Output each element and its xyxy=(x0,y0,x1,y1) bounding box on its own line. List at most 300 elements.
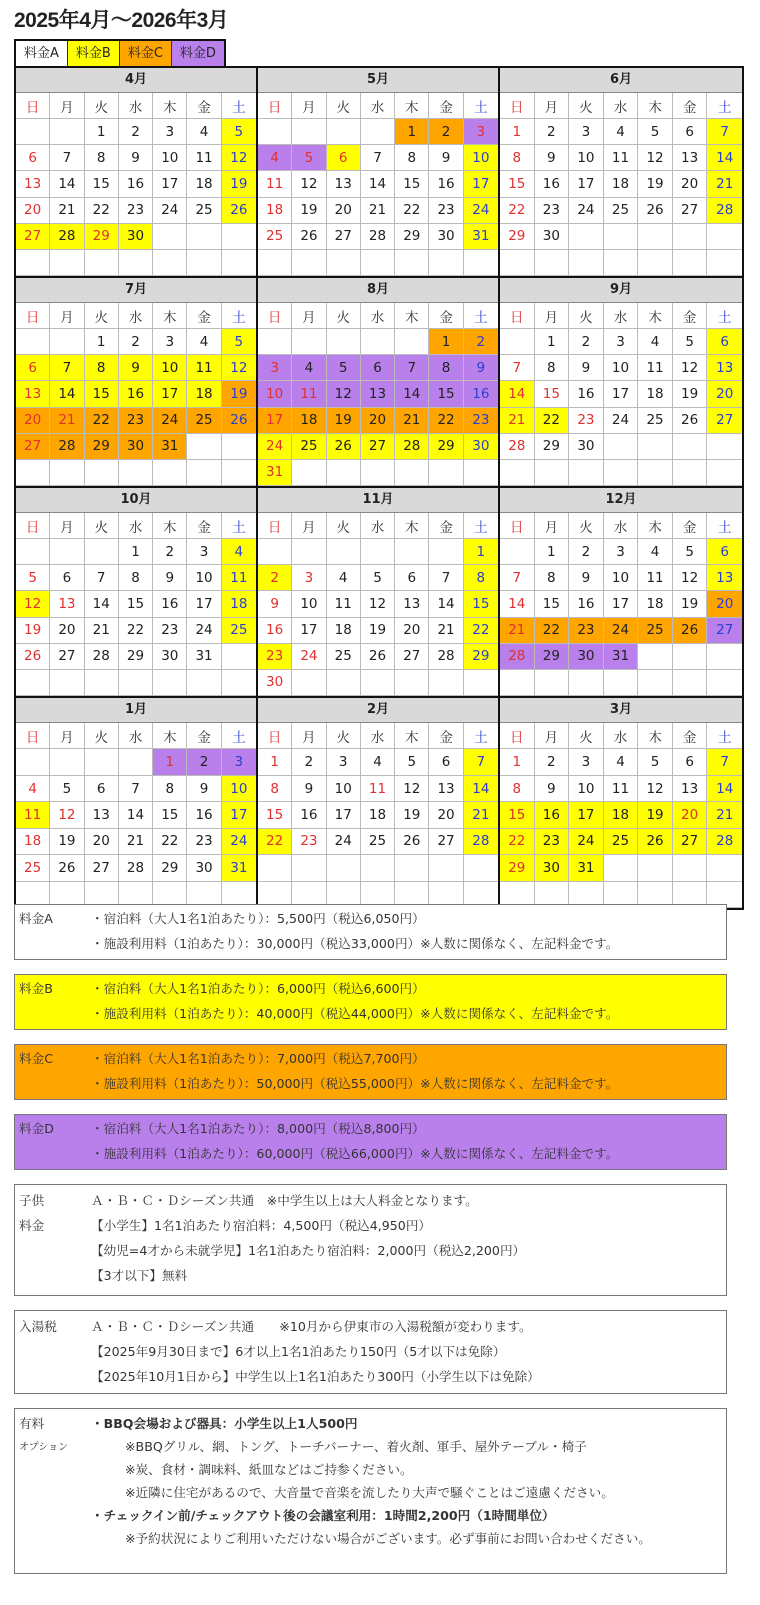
day-cell: 10 xyxy=(222,776,256,802)
day-cell: 15 xyxy=(85,381,119,407)
day-cell: 30 xyxy=(119,224,153,250)
day-cell: 1 xyxy=(464,539,498,565)
day-cell: 24 xyxy=(153,408,187,434)
day-cell: 6 xyxy=(395,565,429,591)
rate-a-box xyxy=(14,904,727,960)
weekday-header: 土 xyxy=(707,303,742,329)
day-cell: 21 xyxy=(500,408,535,434)
day-cell: 21 xyxy=(429,618,463,644)
weekday-header: 土 xyxy=(464,723,498,749)
day-cell: 14 xyxy=(464,776,498,802)
day-cell: 29 xyxy=(85,224,119,250)
month-block xyxy=(258,698,500,908)
day-cell: 3 xyxy=(464,119,498,145)
empty-cell xyxy=(395,539,429,565)
paid-options-box xyxy=(14,1408,727,1574)
month-header: 5月 xyxy=(258,68,498,93)
day-cell: 15 xyxy=(500,171,535,197)
day-cell: 14 xyxy=(500,591,535,617)
day-cell: 22 xyxy=(119,618,153,644)
empty-cell xyxy=(187,460,221,486)
day-cell: 19 xyxy=(361,618,395,644)
day-cell: 19 xyxy=(327,408,361,434)
day-cell: 29 xyxy=(500,224,535,250)
empty-cell xyxy=(50,670,84,696)
weekday-header: 金 xyxy=(429,93,463,119)
day-cell: 23 xyxy=(187,829,221,855)
day-cell: 19 xyxy=(673,591,708,617)
day-cell: 15 xyxy=(153,802,187,828)
page-title: 2025年4月～2026年3月 xyxy=(14,9,229,32)
empty-cell xyxy=(569,224,604,250)
day-cell: 22 xyxy=(464,618,498,644)
day-cell: 9 xyxy=(292,776,326,802)
day-cell: 6 xyxy=(50,565,84,591)
empty-cell xyxy=(464,855,498,881)
rate-c-lodging: ・宿泊料（大人1名1泊あたり）：7,000円（税込7,700円） xyxy=(91,1051,425,1066)
day-cell: 11 xyxy=(604,145,639,171)
weekday-header: 日 xyxy=(500,513,535,539)
day-cell: 18 xyxy=(327,618,361,644)
day-cell: 11 xyxy=(187,145,221,171)
day-cell: 23 xyxy=(464,408,498,434)
empty-cell xyxy=(119,749,153,775)
weekday-header: 金 xyxy=(187,93,221,119)
day-cell: 26 xyxy=(222,198,256,224)
day-cell: 17 xyxy=(569,802,604,828)
day-cell: 20 xyxy=(395,618,429,644)
day-cell: 20 xyxy=(16,408,50,434)
empty-cell xyxy=(395,855,429,881)
day-cell: 26 xyxy=(222,408,256,434)
month-header: 4月 xyxy=(16,68,256,93)
day-cell: 17 xyxy=(464,171,498,197)
day-cell: 27 xyxy=(85,855,119,881)
day-cell: 17 xyxy=(292,618,326,644)
day-cell: 2 xyxy=(119,119,153,145)
empty-cell xyxy=(638,434,673,460)
empty-cell xyxy=(361,460,395,486)
weekday-header: 金 xyxy=(673,93,708,119)
weekday-header: 月 xyxy=(50,93,84,119)
empty-cell xyxy=(85,749,119,775)
weekday-header: 日 xyxy=(16,303,50,329)
empty-cell xyxy=(707,855,742,881)
day-cell: 17 xyxy=(604,591,639,617)
day-cell: 13 xyxy=(673,145,708,171)
empty-cell xyxy=(673,460,708,486)
day-cell: 2 xyxy=(119,329,153,355)
day-cell: 26 xyxy=(673,408,708,434)
day-cell: 6 xyxy=(429,749,463,775)
day-cell: 12 xyxy=(222,355,256,381)
day-cell: 6 xyxy=(673,749,708,775)
day-cell: 30 xyxy=(569,644,604,670)
month-block xyxy=(16,698,258,908)
day-cell: 11 xyxy=(16,802,50,828)
day-cell: 18 xyxy=(604,802,639,828)
empty-cell xyxy=(569,250,604,276)
empty-cell xyxy=(707,434,742,460)
empty-cell xyxy=(327,855,361,881)
day-cell: 23 xyxy=(569,408,604,434)
day-cell: 10 xyxy=(292,591,326,617)
day-cell: 9 xyxy=(187,776,221,802)
day-cell: 8 xyxy=(535,565,570,591)
empty-cell xyxy=(153,460,187,486)
day-cell: 19 xyxy=(292,198,326,224)
rate-d-facility: ・施設利用料（1泊あたり）：60,000円（税込66,000円）※人数に関係なく、左記料金です。 xyxy=(91,1146,619,1161)
day-cell: 24 xyxy=(222,829,256,855)
empty-cell xyxy=(292,250,326,276)
day-cell: 13 xyxy=(707,565,742,591)
day-cell: 27 xyxy=(673,829,708,855)
day-cell: 3 xyxy=(222,749,256,775)
day-cell: 13 xyxy=(327,171,361,197)
day-cell: 7 xyxy=(500,565,535,591)
weekday-header: 木 xyxy=(395,723,429,749)
day-cell: 12 xyxy=(395,776,429,802)
day-cell: 15 xyxy=(500,802,535,828)
day-cell: 3 xyxy=(187,539,221,565)
day-cell: 18 xyxy=(292,408,326,434)
day-cell: 26 xyxy=(327,434,361,460)
empty-cell xyxy=(292,119,326,145)
rate-b-lodging: ・宿泊料（大人1名1泊あたり）：6,000円（税込6,600円） xyxy=(91,981,425,996)
empty-cell xyxy=(258,119,292,145)
empty-cell xyxy=(604,250,639,276)
legend-rate-b: 料金B xyxy=(68,41,120,66)
day-cell: 21 xyxy=(707,171,742,197)
empty-cell xyxy=(673,224,708,250)
day-cell: 17 xyxy=(187,591,221,617)
weekday-header: 水 xyxy=(604,723,639,749)
day-cell: 12 xyxy=(50,802,84,828)
day-cell: 25 xyxy=(258,224,292,250)
day-cell: 27 xyxy=(429,829,463,855)
empty-cell xyxy=(361,329,395,355)
day-cell: 24 xyxy=(292,644,326,670)
day-cell: 5 xyxy=(361,565,395,591)
day-cell: 5 xyxy=(673,329,708,355)
day-cell: 2 xyxy=(569,329,604,355)
weekday-header: 月 xyxy=(535,303,570,329)
rate-c-label: 料金C xyxy=(19,1051,53,1066)
empty-cell xyxy=(604,460,639,486)
day-cell: 17 xyxy=(153,171,187,197)
day-cell: 12 xyxy=(673,355,708,381)
day-cell: 18 xyxy=(604,171,639,197)
day-cell: 16 xyxy=(464,381,498,407)
child-elementary: 【小学生】1名1泊あたり宿泊料：4,500円（税込4,950円） xyxy=(91,1218,432,1233)
day-cell: 14 xyxy=(50,381,84,407)
bbq-option: ・BBQ会場および器具：小学生以上1人500円 xyxy=(91,1416,358,1431)
day-cell: 11 xyxy=(638,355,673,381)
empty-cell xyxy=(292,329,326,355)
empty-cell xyxy=(258,329,292,355)
day-cell: 9 xyxy=(258,591,292,617)
day-cell: 12 xyxy=(327,381,361,407)
empty-cell xyxy=(222,250,256,276)
day-cell: 12 xyxy=(16,591,50,617)
day-cell: 30 xyxy=(535,855,570,881)
day-cell: 20 xyxy=(327,198,361,224)
day-cell: 1 xyxy=(85,329,119,355)
empty-cell xyxy=(673,855,708,881)
day-cell: 16 xyxy=(187,802,221,828)
day-cell: 22 xyxy=(535,408,570,434)
empty-cell xyxy=(50,250,84,276)
day-cell: 4 xyxy=(222,539,256,565)
day-cell: 20 xyxy=(707,381,742,407)
empty-cell xyxy=(500,250,535,276)
day-cell: 2 xyxy=(187,749,221,775)
weekday-header: 火 xyxy=(569,723,604,749)
day-cell: 11 xyxy=(638,565,673,591)
weekday-header: 月 xyxy=(535,723,570,749)
month-header: 12月 xyxy=(500,488,742,513)
empty-cell xyxy=(707,250,742,276)
empty-cell xyxy=(187,670,221,696)
day-cell: 25 xyxy=(638,618,673,644)
month-block xyxy=(500,278,742,488)
day-cell: 4 xyxy=(638,329,673,355)
day-cell: 16 xyxy=(153,591,187,617)
day-cell: 21 xyxy=(50,198,84,224)
day-cell: 25 xyxy=(638,408,673,434)
day-cell: 21 xyxy=(707,802,742,828)
day-cell: 18 xyxy=(638,381,673,407)
day-cell: 1 xyxy=(535,539,570,565)
day-cell: 25 xyxy=(187,198,221,224)
day-cell: 16 xyxy=(119,381,153,407)
weekday-header: 水 xyxy=(361,513,395,539)
day-cell: 14 xyxy=(119,802,153,828)
day-cell: 22 xyxy=(153,829,187,855)
day-cell: 10 xyxy=(258,381,292,407)
day-cell: 3 xyxy=(327,749,361,775)
empty-cell xyxy=(569,460,604,486)
day-cell: 27 xyxy=(707,618,742,644)
weekday-header: 木 xyxy=(153,723,187,749)
day-cell: 10 xyxy=(569,776,604,802)
day-cell: 5 xyxy=(50,776,84,802)
empty-cell xyxy=(361,855,395,881)
day-cell: 17 xyxy=(153,381,187,407)
empty-cell xyxy=(16,749,50,775)
empty-cell xyxy=(187,250,221,276)
empty-cell xyxy=(222,224,256,250)
weekday-header: 金 xyxy=(673,513,708,539)
weekday-header: 火 xyxy=(327,513,361,539)
empty-cell xyxy=(327,670,361,696)
day-cell: 9 xyxy=(119,145,153,171)
day-cell: 31 xyxy=(153,434,187,460)
day-cell: 10 xyxy=(464,145,498,171)
day-cell: 8 xyxy=(395,145,429,171)
month-header: 7月 xyxy=(16,278,256,303)
month-header: 2月 xyxy=(258,698,498,723)
day-cell: 7 xyxy=(50,145,84,171)
empty-cell xyxy=(361,250,395,276)
empty-cell xyxy=(464,460,498,486)
day-cell: 27 xyxy=(361,434,395,460)
day-cell: 24 xyxy=(569,198,604,224)
empty-cell xyxy=(707,224,742,250)
day-cell: 11 xyxy=(258,171,292,197)
day-cell: 28 xyxy=(85,644,119,670)
day-cell: 19 xyxy=(395,802,429,828)
day-cell: 29 xyxy=(464,644,498,670)
day-cell: 5 xyxy=(327,355,361,381)
day-cell: 3 xyxy=(258,355,292,381)
day-cell: 23 xyxy=(119,198,153,224)
day-cell: 28 xyxy=(464,829,498,855)
options-label-1: 有料 xyxy=(19,1416,45,1431)
day-cell: 7 xyxy=(429,565,463,591)
empty-cell xyxy=(395,250,429,276)
weekday-header: 土 xyxy=(222,303,256,329)
day-cell: 27 xyxy=(673,198,708,224)
rate-b-box xyxy=(14,974,727,1030)
weekday-header: 水 xyxy=(361,93,395,119)
day-cell: 4 xyxy=(292,355,326,381)
annual-calendar xyxy=(14,66,744,910)
weekday-header: 金 xyxy=(673,303,708,329)
weekday-header: 金 xyxy=(429,303,463,329)
day-cell: 22 xyxy=(395,198,429,224)
day-cell: 15 xyxy=(258,802,292,828)
day-cell: 28 xyxy=(500,644,535,670)
rate-legend xyxy=(14,39,226,68)
day-cell: 26 xyxy=(292,224,326,250)
day-cell: 3 xyxy=(569,119,604,145)
day-cell: 24 xyxy=(569,829,604,855)
day-cell: 8 xyxy=(85,355,119,381)
empty-cell xyxy=(429,250,463,276)
day-cell: 25 xyxy=(222,618,256,644)
day-cell: 1 xyxy=(500,119,535,145)
weekday-header: 日 xyxy=(500,303,535,329)
weekday-header: 日 xyxy=(258,93,292,119)
day-cell: 23 xyxy=(119,408,153,434)
day-cell: 7 xyxy=(707,749,742,775)
day-cell: 4 xyxy=(187,119,221,145)
day-cell: 9 xyxy=(429,145,463,171)
day-cell: 23 xyxy=(535,198,570,224)
day-cell: 19 xyxy=(50,829,84,855)
empty-cell xyxy=(673,434,708,460)
day-cell: 28 xyxy=(119,855,153,881)
day-cell: 5 xyxy=(638,119,673,145)
day-cell: 17 xyxy=(569,171,604,197)
day-cell: 9 xyxy=(569,355,604,381)
day-cell: 18 xyxy=(258,198,292,224)
day-cell: 26 xyxy=(638,198,673,224)
weekday-header: 月 xyxy=(50,513,84,539)
weekday-header: 金 xyxy=(187,723,221,749)
day-cell: 5 xyxy=(395,749,429,775)
weekday-header: 火 xyxy=(85,723,119,749)
rate-d-label: 料金D xyxy=(19,1121,54,1136)
weekday-header: 火 xyxy=(85,93,119,119)
empty-cell xyxy=(673,670,708,696)
day-cell: 7 xyxy=(395,355,429,381)
day-cell: 8 xyxy=(429,355,463,381)
weekday-header: 日 xyxy=(500,723,535,749)
day-cell: 1 xyxy=(258,749,292,775)
day-cell: 4 xyxy=(258,145,292,171)
month-header: 6月 xyxy=(500,68,742,93)
empty-cell xyxy=(16,539,50,565)
day-cell: 12 xyxy=(638,145,673,171)
weekday-header: 月 xyxy=(50,303,84,329)
day-cell: 6 xyxy=(361,355,395,381)
day-cell: 1 xyxy=(535,329,570,355)
day-cell: 6 xyxy=(16,355,50,381)
weekday-header: 木 xyxy=(153,303,187,329)
weekday-header: 土 xyxy=(222,723,256,749)
day-cell: 2 xyxy=(258,565,292,591)
day-cell: 29 xyxy=(85,434,119,460)
month-header: 11月 xyxy=(258,488,498,513)
day-cell: 26 xyxy=(16,644,50,670)
day-cell: 11 xyxy=(604,776,639,802)
day-cell: 14 xyxy=(50,171,84,197)
empty-cell xyxy=(50,539,84,565)
day-cell: 26 xyxy=(638,829,673,855)
weekday-header: 土 xyxy=(222,93,256,119)
day-cell: 30 xyxy=(535,224,570,250)
day-cell: 22 xyxy=(535,618,570,644)
day-cell: 21 xyxy=(464,802,498,828)
day-cell: 27 xyxy=(327,224,361,250)
day-cell: 24 xyxy=(258,434,292,460)
weekday-header: 月 xyxy=(50,723,84,749)
day-cell: 4 xyxy=(638,539,673,565)
day-cell: 13 xyxy=(395,591,429,617)
weekday-header: 水 xyxy=(604,513,639,539)
day-cell: 10 xyxy=(604,355,639,381)
empty-cell xyxy=(638,460,673,486)
empty-cell xyxy=(638,250,673,276)
day-cell: 20 xyxy=(707,591,742,617)
day-cell: 15 xyxy=(429,381,463,407)
day-cell: 9 xyxy=(535,145,570,171)
weekday-header: 水 xyxy=(361,303,395,329)
day-cell: 25 xyxy=(292,434,326,460)
empty-cell xyxy=(604,434,639,460)
empty-cell xyxy=(638,644,673,670)
weekday-header: 木 xyxy=(153,513,187,539)
day-cell: 1 xyxy=(119,539,153,565)
day-cell: 12 xyxy=(292,171,326,197)
day-cell: 23 xyxy=(535,829,570,855)
day-cell: 21 xyxy=(361,198,395,224)
day-cell: 20 xyxy=(361,408,395,434)
empty-cell xyxy=(292,539,326,565)
day-cell: 7 xyxy=(85,565,119,591)
day-cell: 23 xyxy=(153,618,187,644)
empty-cell xyxy=(604,224,639,250)
day-cell: 30 xyxy=(187,855,221,881)
empty-cell xyxy=(85,460,119,486)
day-cell: 4 xyxy=(604,749,639,775)
weekday-header: 木 xyxy=(638,303,673,329)
empty-cell xyxy=(153,224,187,250)
weekday-header: 日 xyxy=(16,723,50,749)
weekday-header: 木 xyxy=(638,93,673,119)
